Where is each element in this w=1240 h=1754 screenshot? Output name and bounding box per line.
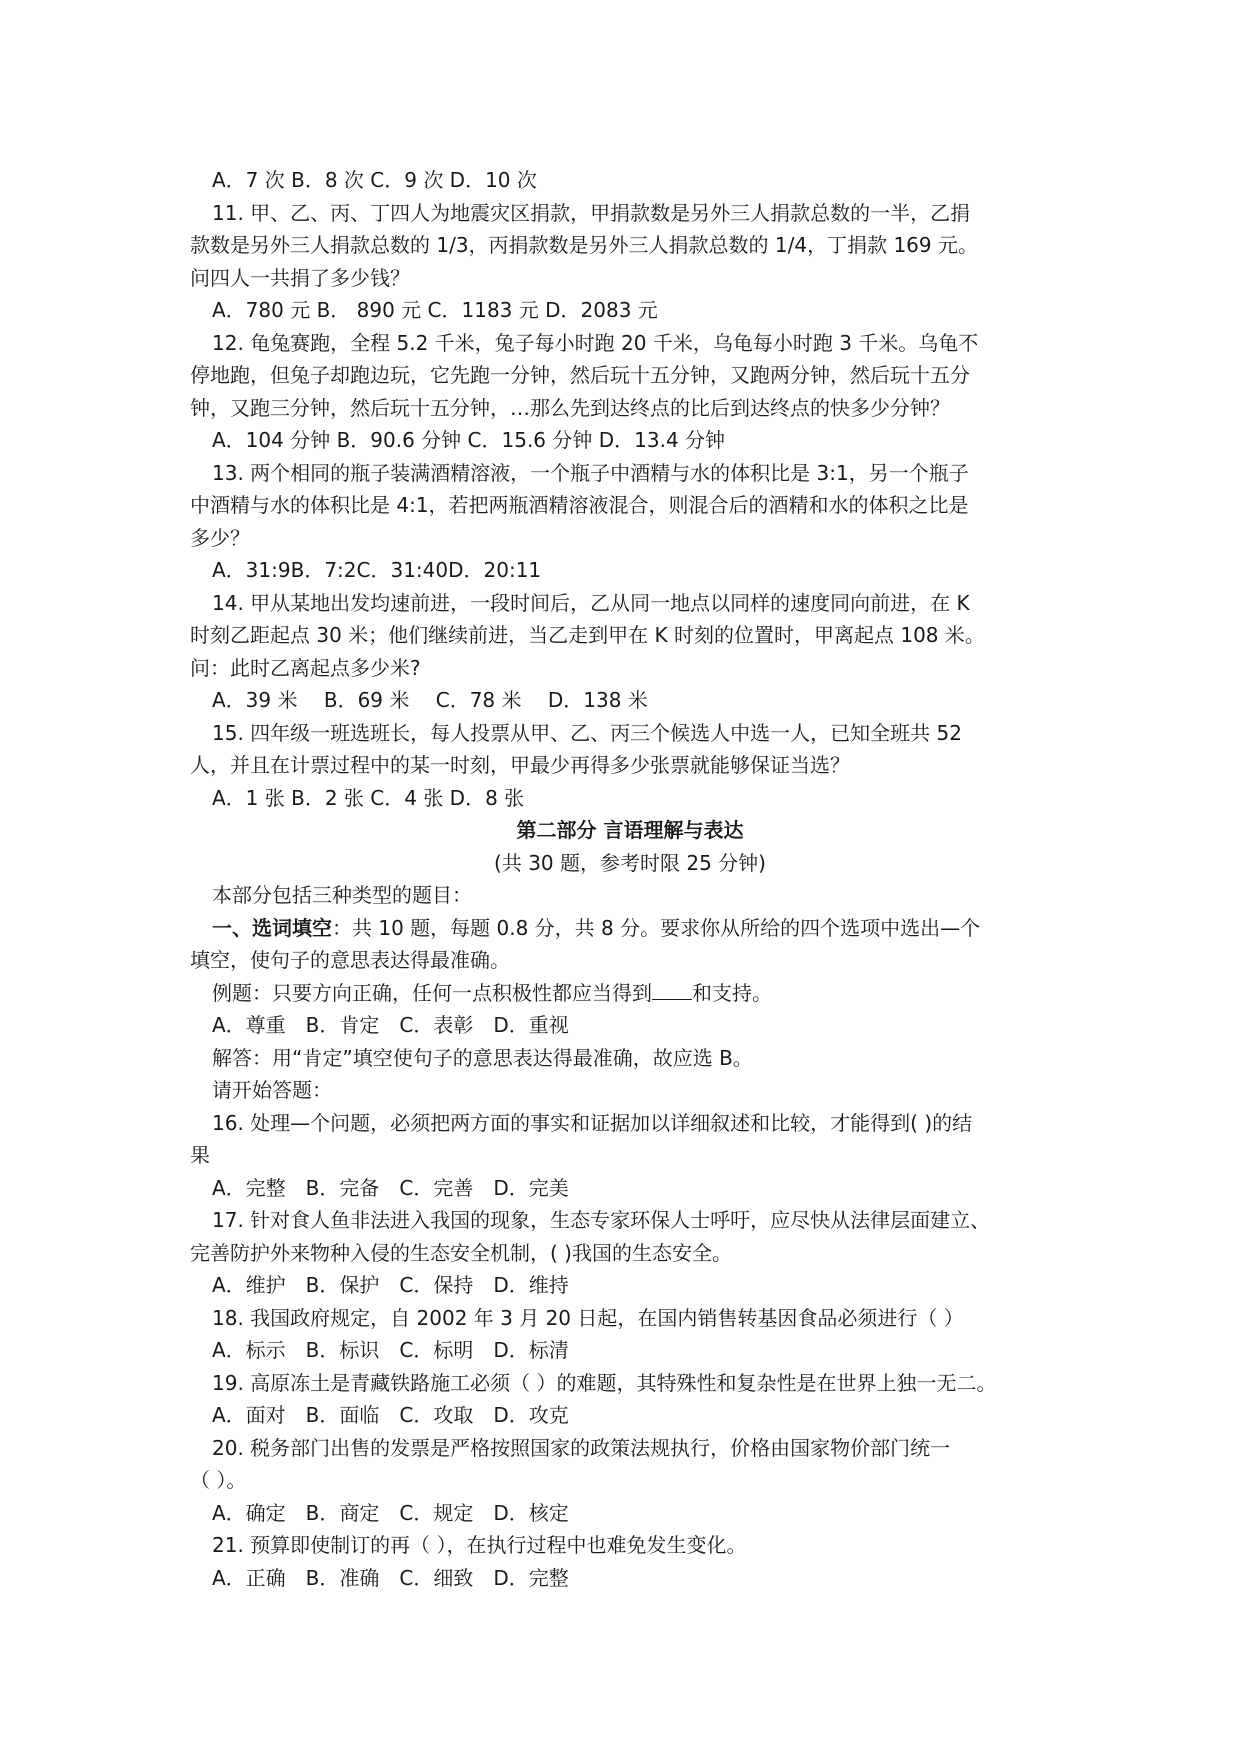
q12-line-1: 12. 龟兔赛跑，全程 5.2 千米，兔子每小时跑 20 千米，乌龟每小时跑 3 千米。乌龟不 xyxy=(212,330,979,355)
example-text-b: 和支持。 xyxy=(692,980,772,1005)
q21-options: A．正确 B．准确 C．细致 D．完整 xyxy=(212,1565,569,1590)
q18-options: A．标示 B．标识 C．标明 D．标清 xyxy=(212,1338,569,1362)
q14-line-1: 14. 甲从某地出发均速前进，一段时间后，乙从同一地点以同样的速度同向前进，在 K xyxy=(212,590,970,615)
q11-line-3: 问四人一共捐了多少钱？ xyxy=(190,265,410,290)
q12-options: A．104 分钟 B．90.6 分钟 C．15.6 分钟 D．13.4 分钟 xyxy=(212,428,726,452)
example-options: A．尊重 B．肯定 C．表彰 D．重视 xyxy=(212,1013,569,1037)
q21-line-1: 21. 预算即使制订的再（ ），在执行过程中也难免发生变化。 xyxy=(212,1533,747,1557)
q14-options: A．39 米 B．69 米 C．78 米 D．138 米 xyxy=(212,688,648,712)
q17-line-1: 17. 针对食人鱼非法进入我国的现象，生态专家环保人士呼吁，应尽快从法律层面建立、 xyxy=(212,1208,991,1232)
example-blank xyxy=(652,981,692,1000)
q16-options: A．完整 B．完备 C．完善 D．完美 xyxy=(212,1175,569,1200)
q15-line-2: 人，并且在计票过程中的某一时刻，甲最少再得多少张票就能够保证当选？ xyxy=(190,753,850,777)
example-line xyxy=(190,977,1070,1010)
q11-options: A．780 元 B． 890 元 C．1183 元 D．2083 元 xyxy=(212,298,658,322)
q20-line-1: 20. 税务部门出售的发票是严格按照国家的政策法规执行，价格由国家物价部门统一 xyxy=(212,1435,951,1460)
q19-options: A．面对 B．面临 C．攻取 D．攻克 xyxy=(212,1403,569,1427)
q10-options: A．7 次 B．8 次 C．9 次 D．10 次 xyxy=(212,168,537,192)
q19-line-1: 19. 高原冻土是青藏铁路施工必须（ ）的难题，其特殊性和复杂性是在世界上独一无二。 xyxy=(212,1370,997,1395)
start-prompt: 请开始答题： xyxy=(212,1078,332,1102)
q13-line-2: 中酒精与水的体积比是 4:1，若把两瓶酒精溶液混合，则混合后的酒精和水的体积之比是 xyxy=(190,493,969,517)
question-type-desc: ：共 10 题，每题 0.8 分，共 8 分。要求你从所给的四个选项中选出—个 xyxy=(332,915,981,940)
q16-line-2: 果 xyxy=(190,1143,210,1167)
document-body xyxy=(190,164,1070,1594)
q13-line-1: 13. 两个相同的瓶子装满酒精溶液，一个瓶子中酒精与水的体积比是 3:1，另一个瓶子 xyxy=(212,460,969,485)
q18-line-1: 18. 我国政府规定，自 2002 年 3 月 20 日起，在国内销售转基因食品必须进行（ ） xyxy=(212,1305,964,1330)
q13-line-3: 多少？ xyxy=(190,525,250,550)
q12-line-2: 停地跑，但兔子却跑边玩，它先跑一分钟，然后玩十五分钟，又跑两分钟，然后玩十五分 xyxy=(190,363,970,387)
q17-line-2: 完善防护外来物种入侵的生态安全机制，( )我国的生态安全。 xyxy=(190,1240,732,1265)
example-answer: 解答：用“肯定”填空使句子的意思表达得最准确，故应选 B。 xyxy=(212,1045,753,1070)
question-type-line xyxy=(190,912,1070,945)
q20-line-2: （ ）。 xyxy=(190,1468,247,1492)
section-title: 第二部分 言语理解与表达 xyxy=(516,818,744,842)
q12-line-3: 钟，又跑三分钟，然后玩十五分钟，…那么先到达终点的比后到达终点的快多少分钟？ xyxy=(190,395,950,420)
section-intro: 本部分包括三种类型的题目： xyxy=(212,883,472,907)
question-type-desc-2: 填空，使句子的意思表达得最准确。 xyxy=(190,948,510,972)
q15-line-1: 15. 四年级一班选班长，每人投票从甲、乙、丙三个候选人中选一人，已知全班共 52 xyxy=(212,720,962,745)
q11-line-1: 11. 甲、乙、丙、丁四人为地震灾区捐款，甲捐款数是另外三人捐款总数的一半，乙捐 xyxy=(212,200,971,225)
q20-options: A．确定 B．商定 C．规定 D．核定 xyxy=(212,1500,569,1525)
question-type-label: 一、选词填空 xyxy=(212,915,332,940)
example-text-a: 例题：只要方向正确，任何一点积极性都应当得到 xyxy=(212,980,652,1005)
q17-options: A．维护 B．保护 C．保持 D．维持 xyxy=(212,1273,569,1297)
q14-line-2: 时刻乙距起点 30 米；他们继续前进，当乙走到甲在 K 时刻的位置时，甲离起点 108 米。 xyxy=(190,623,985,647)
q13-options: A．31:9B．7:2C．31:40D．20:11 xyxy=(212,558,542,582)
q14-line-3: 问：此时乙离起点多少米? xyxy=(190,655,421,680)
section-subtitle: (共 30 题，参考时限 25 分钟) xyxy=(494,850,766,875)
q15-options: A．1 张 B．2 张 C．4 张 D．8 张 xyxy=(212,785,525,810)
q11-line-2: 款数是另外三人捐款总数的 1/3，丙捐款数是另外三人捐款总数的 1/4，丁捐款 169 元。 xyxy=(190,233,978,257)
q16-line-1: 16. 处理—个问题，必须把两方面的事实和证据加以详细叙述和比较，才能得到( )的结 xyxy=(212,1110,973,1135)
